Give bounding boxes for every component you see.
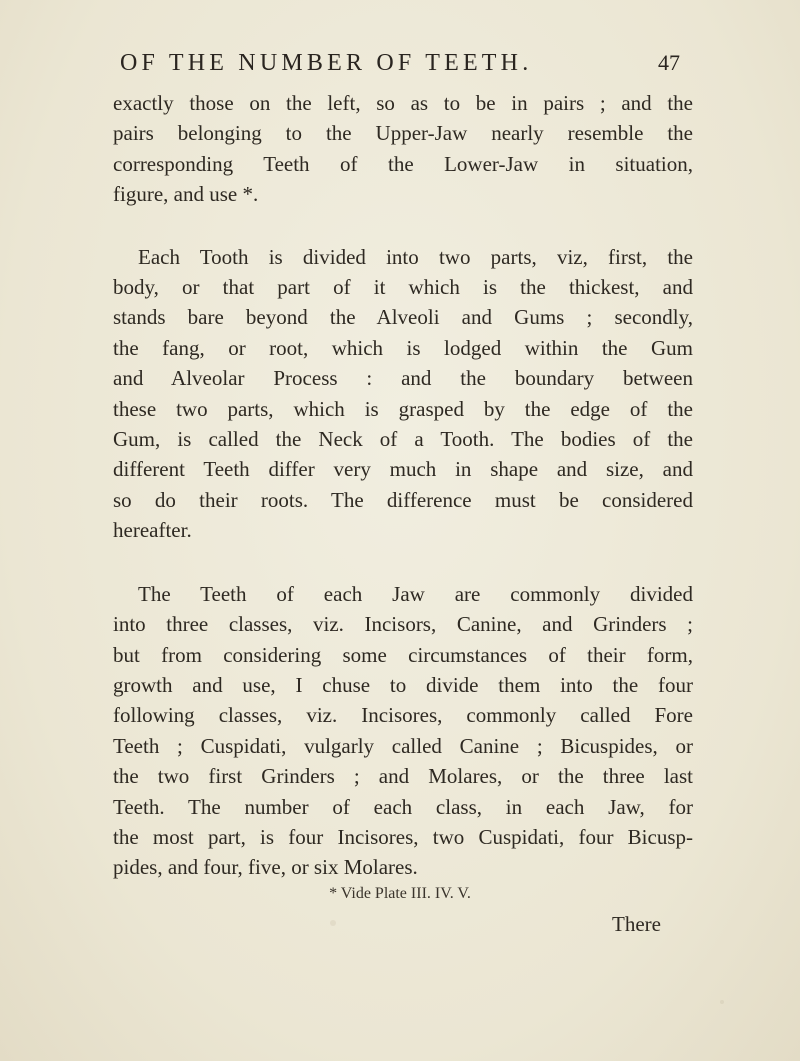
body-text: [113, 88, 693, 883]
paragraph-3: [113, 579, 693, 883]
paper-stain: [330, 920, 336, 926]
text-line: exactly those on the left, so as to be in pairs ; and the: [113, 91, 693, 115]
paper-stain: [720, 1000, 724, 1004]
text-line: into three classes, viz. Incisors, Canine, and Grinders ;: [113, 612, 693, 637]
text-line: and Alveolar Process : and the boundary between: [113, 366, 693, 391]
text-line: The Teeth of each Jaw are commonly divided: [138, 581, 693, 606]
text-line: these two parts, which is grasped by the edge of the: [113, 396, 693, 421]
text-line: growth and use, I chuse to divide them into the four: [113, 672, 693, 697]
catchword: There: [612, 912, 661, 936]
text-line: Each Tooth is divided into two parts, viz, first, the: [138, 244, 693, 269]
text-line: the two first Grinders ; and Molares, or the three last: [113, 764, 693, 789]
text-line: corresponding Teeth of the Lower-Jaw in situation,: [113, 151, 693, 176]
text-line: body, or that part of it which is the thickest, and: [113, 275, 693, 300]
paragraph-2: [113, 242, 693, 546]
text-line: Gum, is called the Neck of a Tooth. The bodies of the: [113, 427, 693, 452]
text-line: following classes, viz. Incisores, commonly called Fore: [113, 703, 693, 728]
text-line: stands bare beyond the Alveoli and Gums ; secondly,: [113, 305, 693, 330]
text-line: pairs belonging to the Upper-Jaw nearly resemble the: [113, 121, 693, 146]
text-line: pides, and four, five, or six Molares.: [113, 855, 418, 880]
text-line: Teeth ; Cuspidati, vulgarly called Canine ; Bicuspides, or: [113, 733, 693, 758]
text-line: Teeth. The number of each class, in each Jaw, for: [113, 794, 693, 819]
text-line: different Teeth differ very much in shape and size, and: [113, 457, 693, 482]
text-line: figure, and use *.: [113, 182, 259, 207]
paragraph-1: [113, 88, 693, 210]
running-head: [120, 50, 680, 84]
text-line: so do their roots. The difference must be considered: [113, 487, 693, 512]
footnote: * Vide Plate III. IV. V.: [329, 885, 471, 902]
text-line: the fang, or root, which is lodged within the Gum: [113, 335, 693, 360]
text-line: but from considering some circumstances of their form,: [113, 642, 693, 667]
text-line: hereafter.: [113, 518, 192, 543]
running-title: OF THE NUMBER OF TEETH.: [120, 50, 533, 76]
text-line: the most part, is four Incisores, two Cuspidati, four Bicusp-: [113, 824, 693, 849]
page-number: 47: [658, 50, 680, 75]
